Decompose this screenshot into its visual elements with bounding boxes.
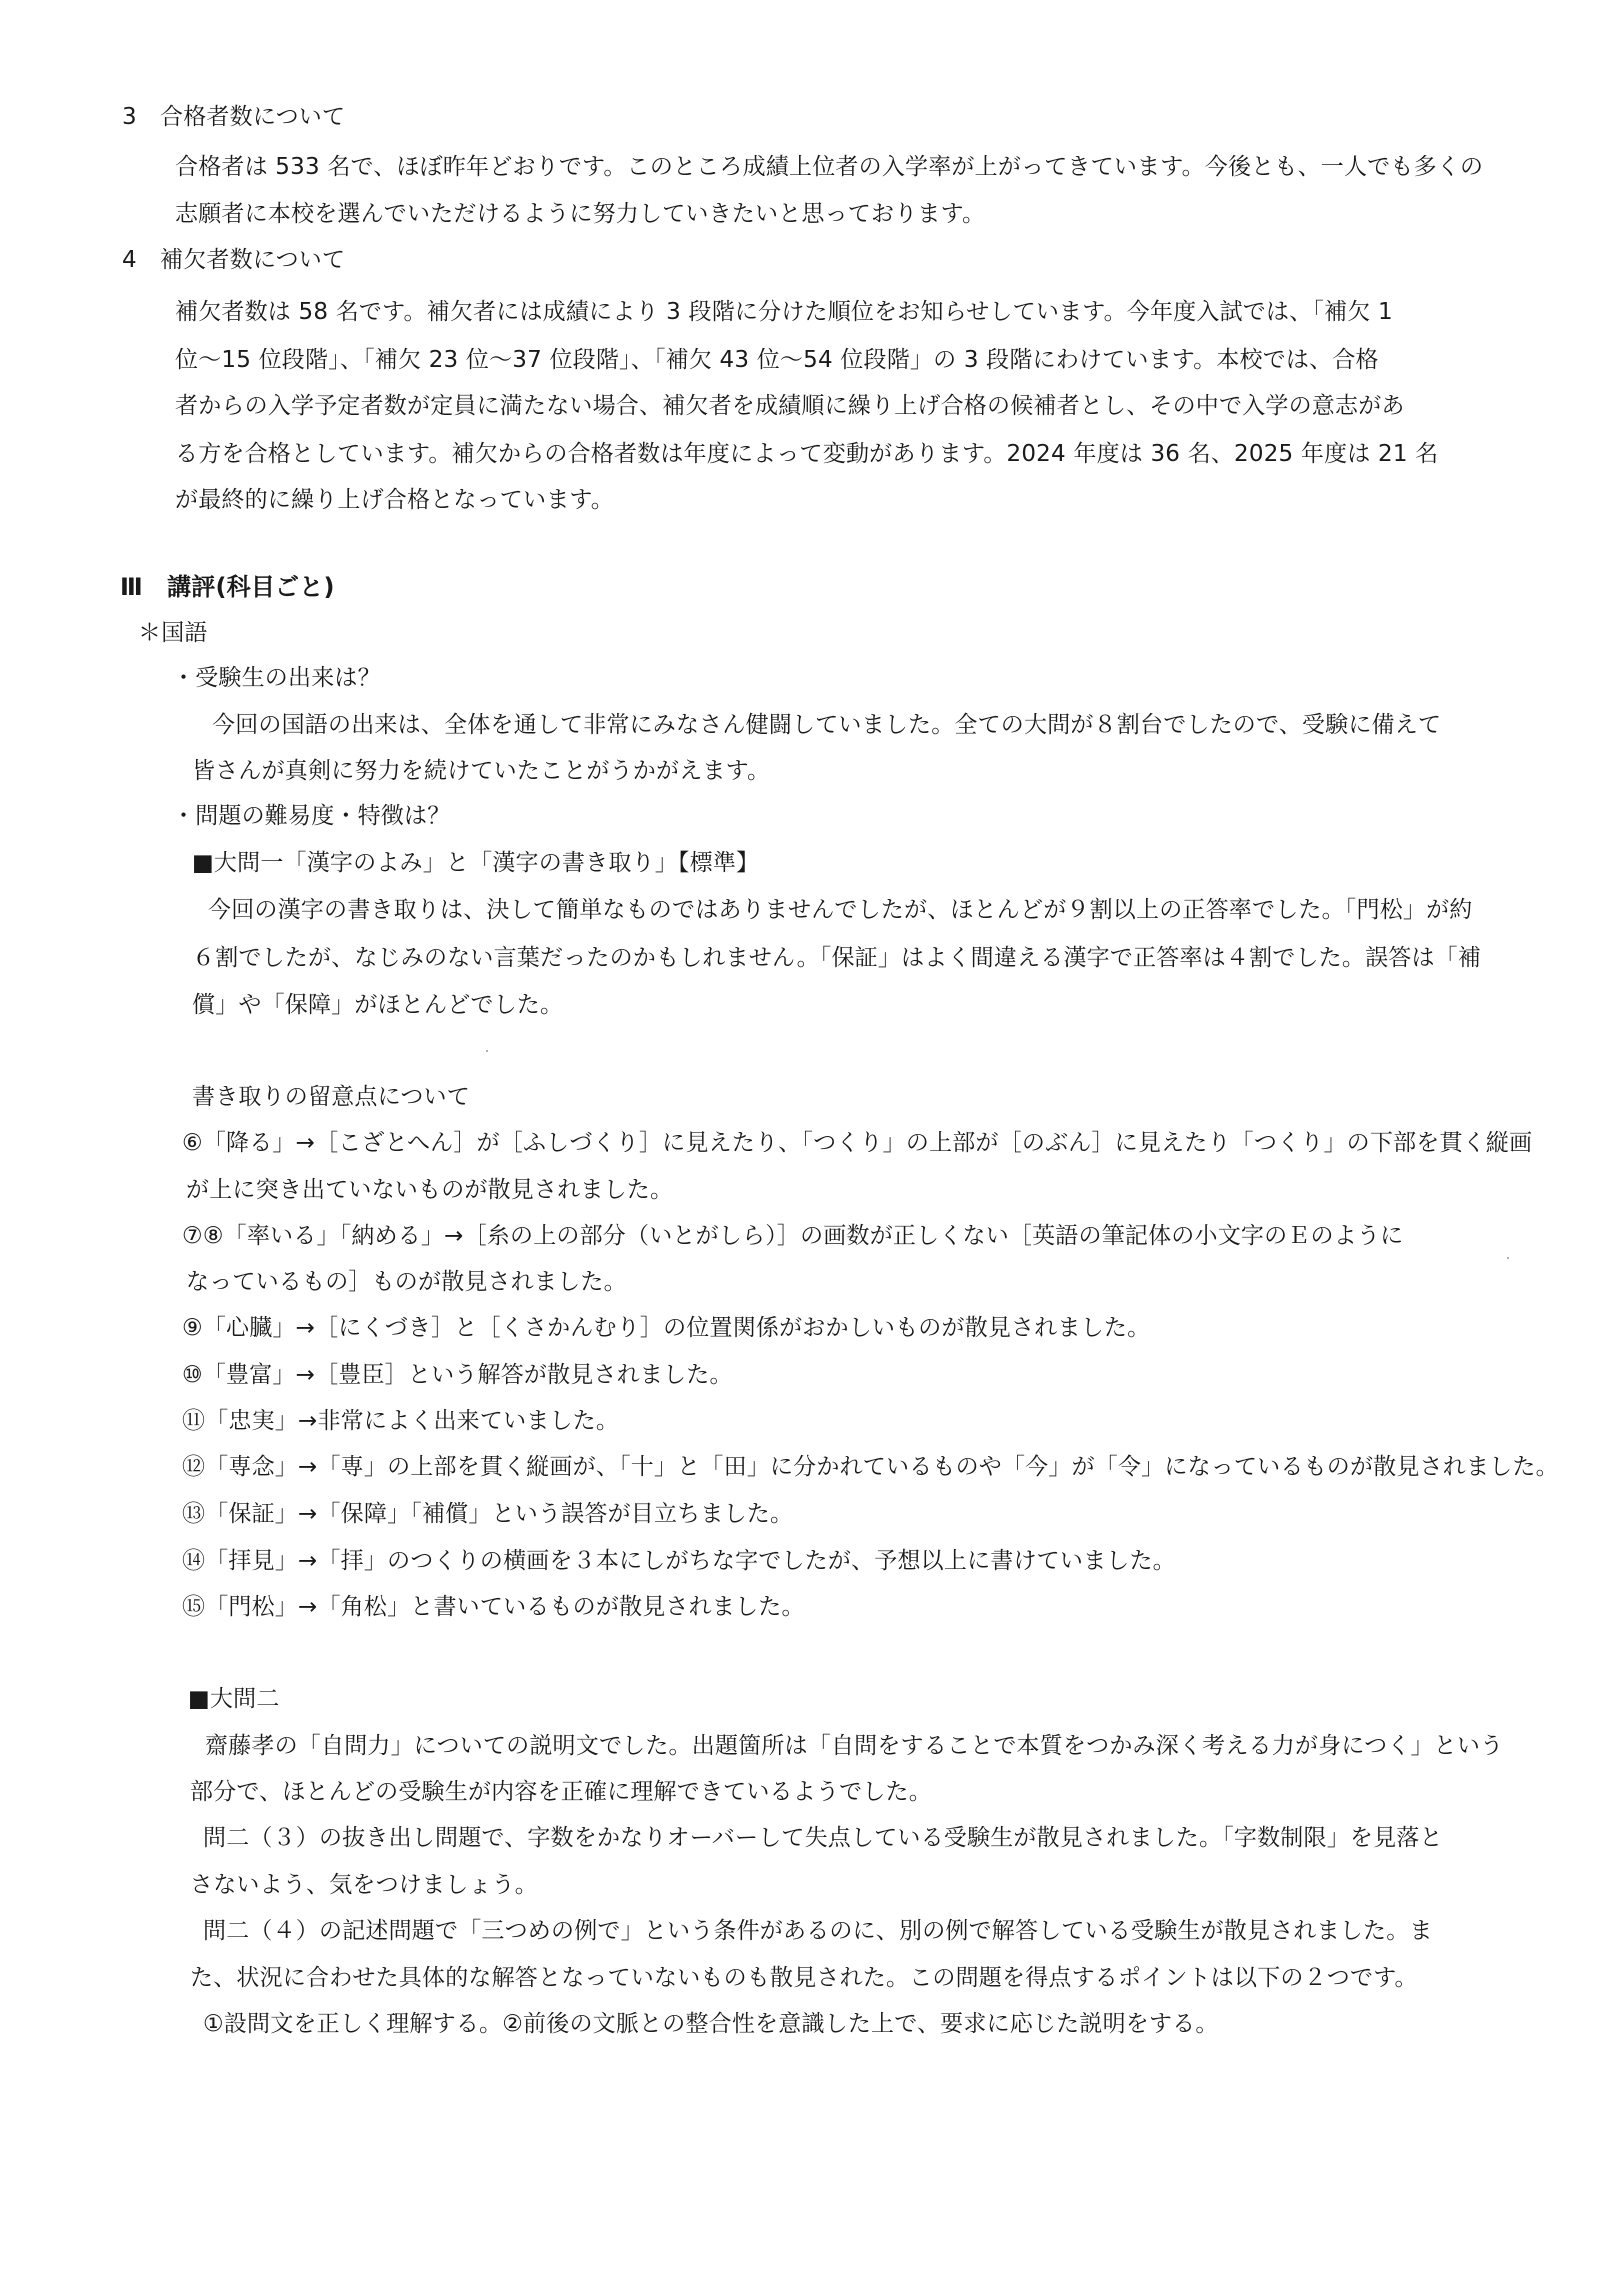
section-4-body-line-1: 補欠者数は 58 名です。補欠者には成績により 3 段階に分けた順位をお知らせしています。今年度入試では、「補欠 1 <box>175 299 1393 325</box>
section-3-heading: 3 合格者数について <box>122 104 346 130</box>
note-line-3: ⑦⑧「率いる」「納める」→［糸の上の部分（いとがしら）］の画数が正しくない［英語の筆記体の小文字のＥのように <box>182 1223 1404 1249</box>
daimon2-body-line-3: 問二（３）の抜き出し問題で、字数をかなりオーバーして失点している受験生が散見されました。「字数制限」を見落と <box>203 1825 1443 1851</box>
notes-title: 書き取りの留意点について <box>192 1084 470 1110</box>
section-3-body-line-2: 志願者に本校を選んでいただけるように努力していきたいと思っております。 <box>175 201 986 227</box>
note-line-11: ⑮「門松」→「角松」と書いているものが散見されました。 <box>182 1594 805 1620</box>
note-line-7: ⑪「忠実」→非常によく出来ていました。 <box>182 1408 620 1434</box>
scan-speck <box>486 1050 488 1052</box>
section-3-body-line-1: 合格者は 533 名で、ほぼ昨年どおりです。このところ成績上位者の入学率が上がってきています。今後とも、一人でも多くの <box>175 154 1484 180</box>
section-4-body-line-2: 位～15 位段階」、「補欠 23 位～37 位段階」、「補欠 43 位～54 位段階」の 3 段階にわけています。本校では、合格 <box>175 347 1379 373</box>
q1-body-line-1: 今回の国語の出来は、全体を通して非常にみなさん健闘していました。全ての大問が８割台でしたので、受験に備えて <box>212 712 1442 738</box>
note-line-5: ⑨「心臓」→［にくづき］と［くさかんむり］の位置関係がおかしいものが散見されました。 <box>182 1315 1151 1341</box>
scan-speck <box>1507 1257 1509 1259</box>
q1-body-line-2: 皆さんが真剣に努力を続けていたことがうかがえます。 <box>192 758 771 784</box>
review-heading: Ⅲ 講評(科目ごと) <box>120 573 335 601</box>
note-line-4: なっているもの］ものが散見されました。 <box>186 1269 627 1295</box>
daimon2-body-line-2: 部分で、ほとんどの受験生が内容を正確に理解できているようでした。 <box>190 1779 932 1805</box>
q2-label: ・問題の難易度・特徴は？ <box>172 803 451 829</box>
subject-label: ＊国語 <box>138 620 208 646</box>
daimon2-body-line-5: 問二（４）の記述問題で「三つめの例で」という条件があるのに、別の例で解答している受験生が散見されました。ま <box>203 1918 1433 1944</box>
note-line-2: が上に突き出ていないものが散見されました。 <box>186 1177 674 1203</box>
daimon2-body-line-7: ①設問文を正しく理解する。②前後の文脈との整合性を意識した上で、要求に応じた説明をする。 <box>203 2011 1219 2037</box>
note-line-8: ⑫「専念」→「専」の上部を貫く縦画が、「十」と「田」に分かれているものや「今」が「令」になっているものが散見されました。 <box>182 1454 1559 1480</box>
daimon1-body-line-3: 償」や「保障」がほとんどでした。 <box>192 992 564 1018</box>
section-4-body-line-3: 者からの入学予定者数が定員に満たない場合、補欠者を成績順に繰り上げ合格の候補者とし、その中で入学の意志があ <box>175 393 1405 419</box>
daimon1-body-line-2: ６割でしたが、なじみのない言葉だったのかもしれません。「保証」はよく間違える漢字で正答率は４割でした。誤答は「補 <box>192 945 1482 971</box>
note-line-1: ⑥「降る」→［こざとへん］が［ふしづくり］に見えたり、「つくり」の上部が［のぶん］に見えたり「つくり」の下部を貫く縦画 <box>182 1130 1533 1156</box>
daimon1-title: ■大問一「漢字のよみ」と「漢字の書き取り」【標準】 <box>192 850 760 876</box>
daimon2-title: ■大問二 <box>188 1686 280 1712</box>
daimon2-body-line-4: さないよう、気をつけましょう。 <box>190 1872 538 1898</box>
section-4-body-line-4: る方を合格としています。補欠からの合格者数は年度によって変動があります。2024 年度は 36 名、2025 年度は 21 名 <box>175 441 1439 467</box>
daimon2-body-line-1: 齋藤孝の「自問力」についての説明文でした。出題箇所は「自問をすることで本質をつかみ深く考える力が身につく」という <box>205 1733 1504 1759</box>
note-line-10: ⑭「拝見」→「拝」のつくりの横画を３本にしがちな字でしたが、予想以上に書けていました。 <box>182 1548 1176 1574</box>
section-4-body-line-5: が最終的に繰り上げ合格となっています。 <box>175 487 614 513</box>
q1-label: ・受験生の出来は？ <box>172 665 381 691</box>
daimon1-body-line-1: 今回の漢字の書き取りは、決して簡単なものではありませんでしたが、ほとんどが９割以上の正答率でした。「門松」が約 <box>208 897 1473 923</box>
note-line-6: ⑩「豊富」→［豊臣］という解答が散見されました。 <box>182 1362 733 1388</box>
daimon2-body-line-6: た、状況に合わせた具体的な解答となっていないものも散見された。この問題を得点するポイントは以下の２つです。 <box>190 1965 1418 1991</box>
note-line-9: ⑬「保証」→「保障」「補償」という誤答が目立ちました。 <box>182 1501 794 1527</box>
section-4-heading: 4 補欠者数について <box>122 247 346 273</box>
